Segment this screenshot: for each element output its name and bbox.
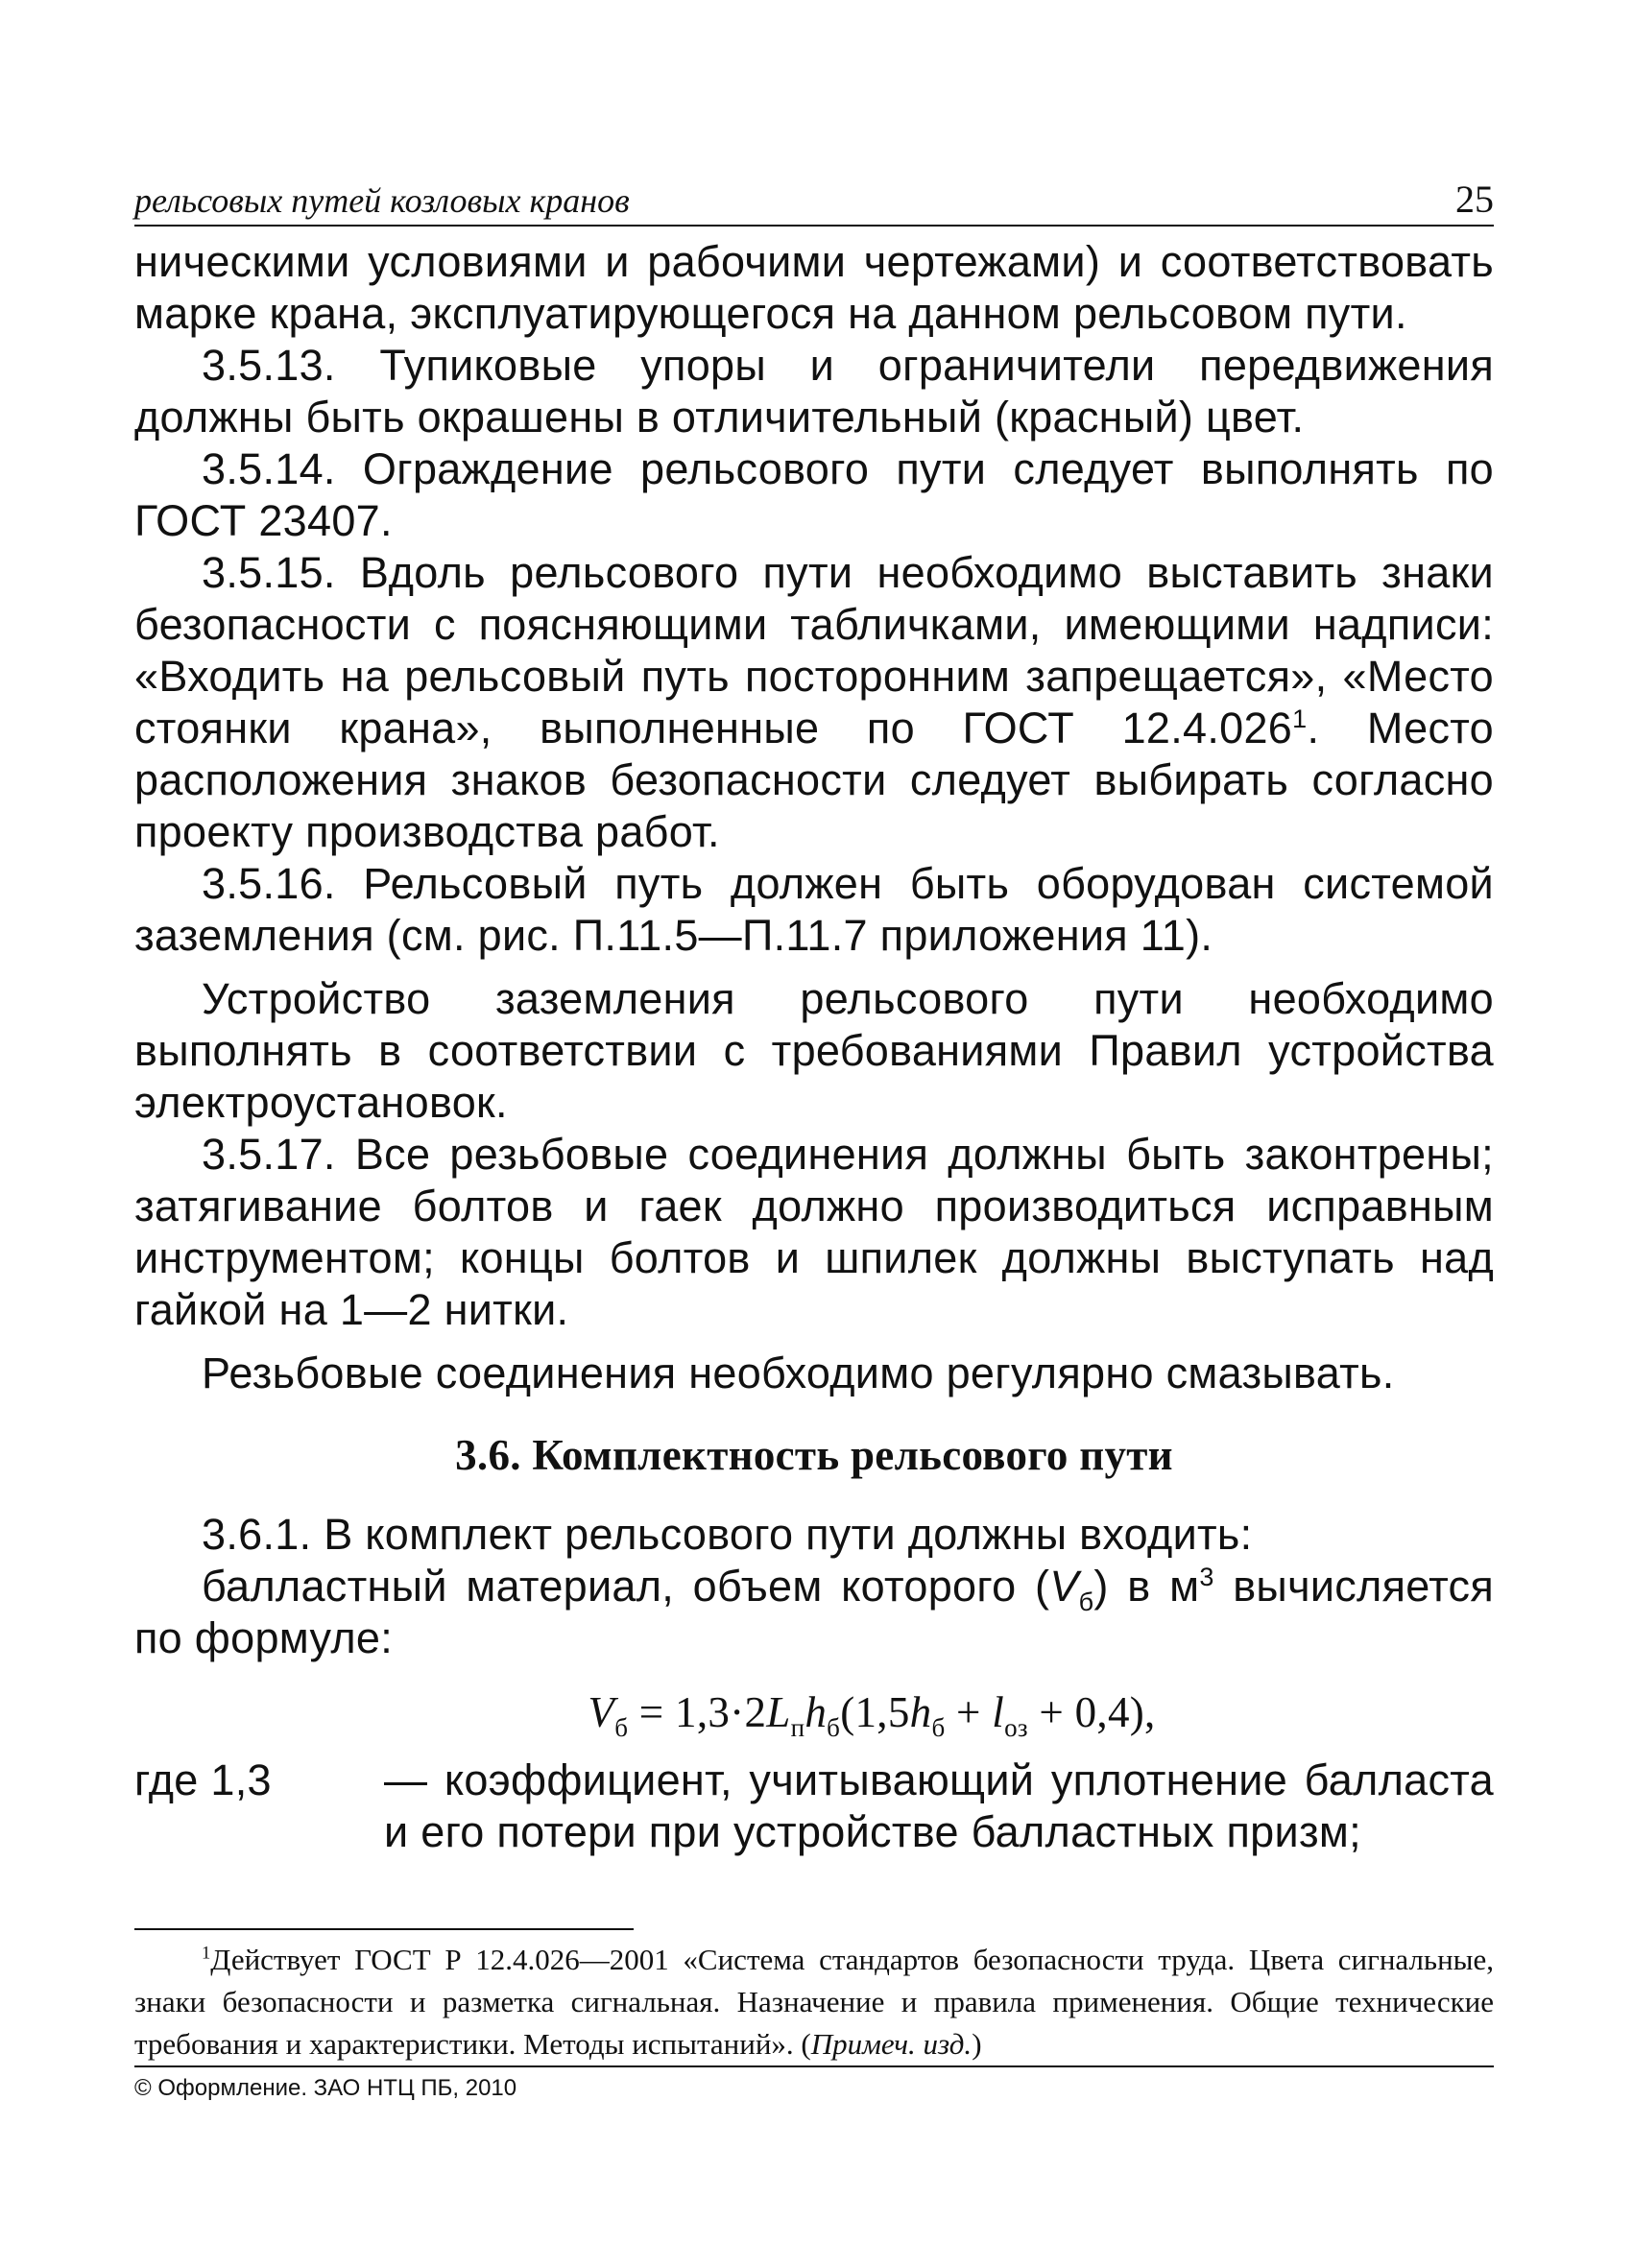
formula-l-sub: оз	[1004, 1713, 1028, 1742]
ballast-text-b: ) в м	[1093, 1562, 1200, 1611]
page-number: 25	[1455, 178, 1494, 221]
ballast-text-c: вычисляется по формуле:	[134, 1562, 1494, 1662]
footnote-number: 1	[202, 1943, 211, 1964]
ballast-text-a: балластный материал, объем которого (	[202, 1562, 1050, 1611]
legend-definition: — коэффициент, учитывающий уплотнение балласта и его потери при устройстве балластных призм;	[384, 1755, 1494, 1856]
formula-lhs-sub: б	[614, 1713, 629, 1742]
legend-term: где 1,3	[134, 1755, 272, 1804]
footnote-divider	[134, 1928, 634, 1930]
footnote-body: Действует ГОСТ Р 12.4.026—2001 «Система стандартов безопасности труда. Цвета сигнальные, знаки безопасности и разметка сигнальная. Назначение и правила применения. Общие технические требования и характеристики. Методы испытаний». (	[134, 1943, 1494, 2061]
paragraph-3-5-15-cont: . Место расположения знаков безопасности следует выбирать согласно проекту производства работ.	[134, 704, 1494, 856]
ballast-unit-sup: 3	[1199, 1563, 1214, 1591]
paragraph-3-5-16: 3.5.16. Рельсовый путь должен быть оборудован системой заземления (см. рис. П.11.5—П.11.7 приложения 11).	[134, 859, 1494, 960]
formula-open: (1,5	[840, 1688, 910, 1736]
formula-legend	[134, 1755, 1494, 1858]
running-header	[134, 180, 1494, 227]
formula-lhs: V	[588, 1688, 615, 1736]
footnote	[134, 1939, 1494, 2065]
formula-plus: +	[945, 1688, 993, 1736]
formula-eq: = 1,3·2	[628, 1688, 767, 1736]
footnote-close: )	[972, 2027, 982, 2061]
main-text	[134, 236, 1494, 1858]
footnote-marker: 1	[1292, 704, 1308, 733]
formula-h-sub: б	[827, 1713, 841, 1742]
footnote-editor-note: Примеч. изд.	[810, 2027, 973, 2061]
section-title: 3.6. Комплектность рельсового пути	[455, 1431, 1173, 1479]
formula	[134, 1687, 1494, 1742]
paragraph: ническими условиями и рабочими чертежами) и соответствовать марке крана, эксплуатирующегося на данном рельсовом пути.	[134, 237, 1494, 338]
paragraph-3-5-17: 3.5.17. Все резьбовые соединения должны быть законтрены; затягивание болтов и гаек должно производиться исправным инструментом; концы болтов и шпилек должны выступать над гайкой на 1—2 нитки.	[134, 1130, 1494, 1334]
ballast-var-sub: б	[1078, 1588, 1094, 1616]
paragraph-3-6-1: 3.6.1. В комплект рельсового пути должны входить:	[202, 1510, 1253, 1559]
paragraph-3-5-15	[134, 547, 1494, 858]
formula-h2-sub: б	[931, 1713, 946, 1742]
bottom-divider	[134, 2065, 1494, 2067]
running-title: рельсовых путей козловых кранов	[134, 181, 630, 220]
paragraph-lubrication: Резьбовые соединения необходимо регулярно смазывать.	[202, 1349, 1395, 1397]
copyright: © Оформление. ЗАО НТЦ ПБ, 2010	[134, 2075, 517, 2101]
paragraph-3-5-13: 3.5.13. Тупиковые упоры и ограничители передвижения должны быть окрашены в отличительный (красный) цвет.	[134, 341, 1494, 442]
formula-L-sub: п	[790, 1713, 805, 1742]
ballast-var: V	[1049, 1562, 1079, 1611]
paragraph-ballast	[134, 1561, 1494, 1664]
paragraph-3-5-15-text: 3.5.15. Вдоль рельсового пути необходимо выставить знаки безопасности с поясняющими табличками, имеющими надписи: «Входить на рельсовый путь посторонним запрещается», «Место стоянки крана», выполненные по ГОСТ 12.4.026	[134, 548, 1494, 752]
paragraph-grounding: Устройство заземления рельсового пути необходимо выполнять в соответствии с требованиями Правил устройства электроустановок.	[134, 974, 1494, 1127]
formula-tail: + 0,4),	[1027, 1688, 1156, 1736]
formula-h: h	[804, 1688, 828, 1736]
paragraph-3-5-14: 3.5.14. Ограждение рельсового пути следует выполнять по ГОСТ 23407.	[134, 444, 1494, 545]
formula-l: l	[992, 1688, 1005, 1736]
formula-L: L	[766, 1688, 791, 1736]
formula-h2: h	[909, 1688, 932, 1736]
footnote-text	[134, 1939, 1494, 2065]
